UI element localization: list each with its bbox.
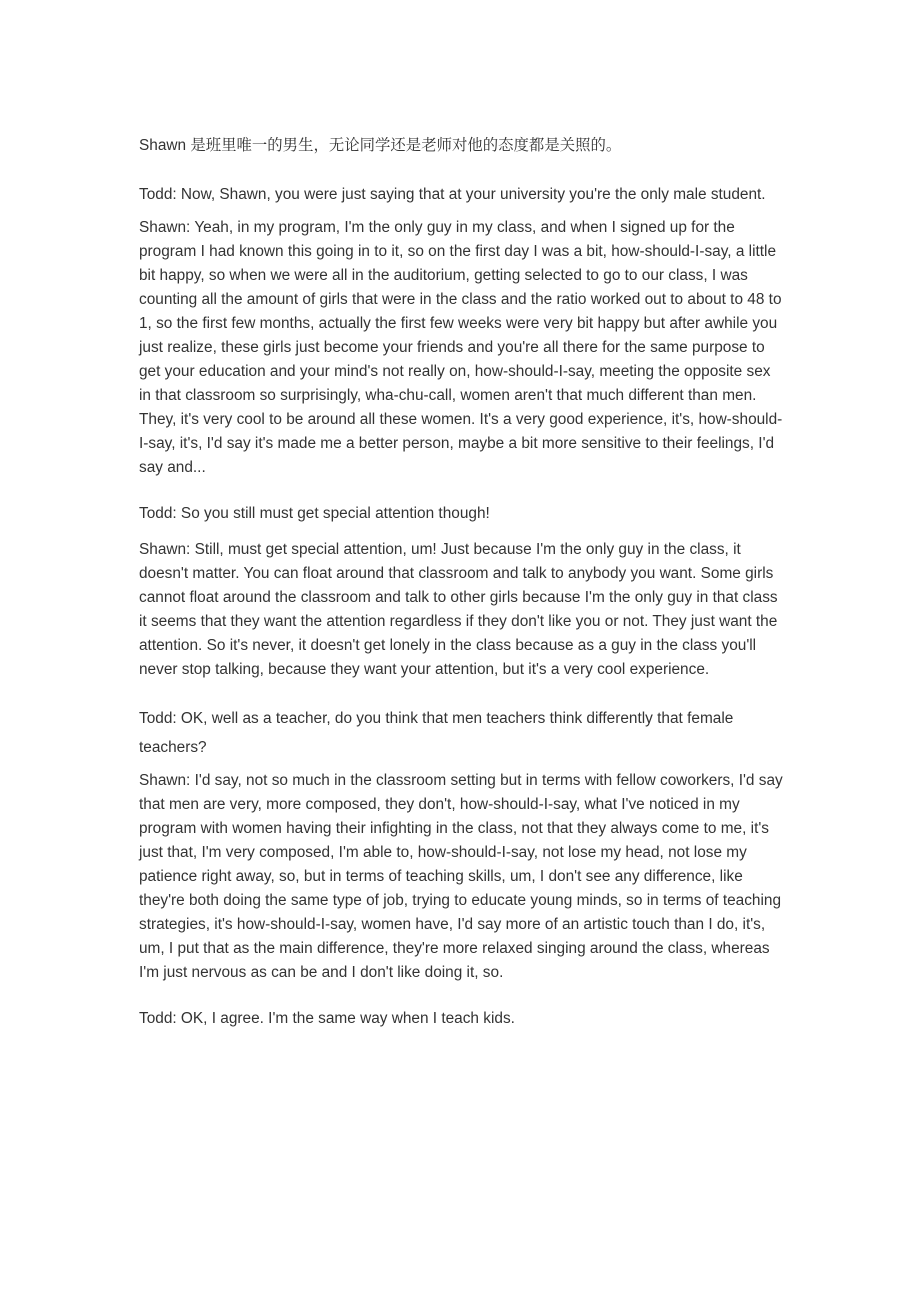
dialogue-paragraph-todd: Todd: So you still must get special attention though! — [139, 505, 490, 522]
dialogue-paragraph-todd: Todd: Now, Shawn, you were just saying that at your university you're the only male student. — [139, 186, 766, 203]
intro-paragraph: Shawn 是班里唯一的男生，无论同学还是老师对他的态度都是关照的。 — [139, 137, 622, 154]
document-body — [139, 134, 785, 1043]
dialogue-paragraph-shawn: Shawn: I'd say, not so much in the classroom setting but in terms with fellow coworkers, I'd say that men are very, more composed, they don't, how-should-I-say, what I've noticed in my program with women having their infighting in the class, not that they always come to me, it's just that, I'm very composed, I'm able to, how-should-I-say, not lose my head, not lose my patience right away, so, but in terms of teaching skills, um, I don't see any difference, like they're both doing the same type of job, trying to educate young minds, so in terms of teaching strategies, it's how-should-I-say, women have, I'd say more of an artistic touch than I do, it's, um, I put that as the main difference, they're more relaxed singing around the class, whereas I'm just nervous as can be and I don't like doing it, so. — [139, 772, 783, 981]
dialogue-paragraph-shawn: Shawn: Yeah, in my program, I'm the only guy in my class, and when I signed up for the program I had known this going in to it, so on the first day I was a bit, how-should-I-say, a little bit happy, so when we were all in the auditorium, getting selected to go to our class, I was counting all the amount of girls that were in the class and the ratio worked out to about to 48 to 1, so the first few months, actually the first few weeks were very bit happy but after awhile you just realize, these girls just become your friends and you're all there for the same purpose to get your education and your mind's not really on, how-should-I-say, meeting the opposite sex in that classroom so surprisingly, wha-chu-call, women aren't that much different than men. They, it's very cool to be around all these women. It's a very good experience, it's, how-should-I-say, it's, I'd say it's made me a better person, maybe a bit more sensitive to their feelings, I'd say and... — [139, 219, 783, 476]
dialogue-paragraph-shawn: Shawn: Still, must get special attention, um! Just because I'm the only guy in the class, it doesn't matter. You can float around that classroom and talk to anybody you want. Some girls cannot float around the classroom and talk to other girls because I'm the only guy in that class it seems that they want the attention regardless if they don't like you or not. They just want the attention. So it's never, it doesn't get lonely in the class because as a guy in the class you'll never stop talking, because they want your attention, but it's a very cool experience. — [139, 541, 778, 678]
dialogue-paragraph-todd: Todd: OK, I agree. I'm the same way when I teach kids. — [139, 1010, 515, 1027]
dialogue-paragraph-todd: Todd: OK, well as a teacher, do you think that men teachers think differently that female teachers? — [139, 710, 734, 756]
